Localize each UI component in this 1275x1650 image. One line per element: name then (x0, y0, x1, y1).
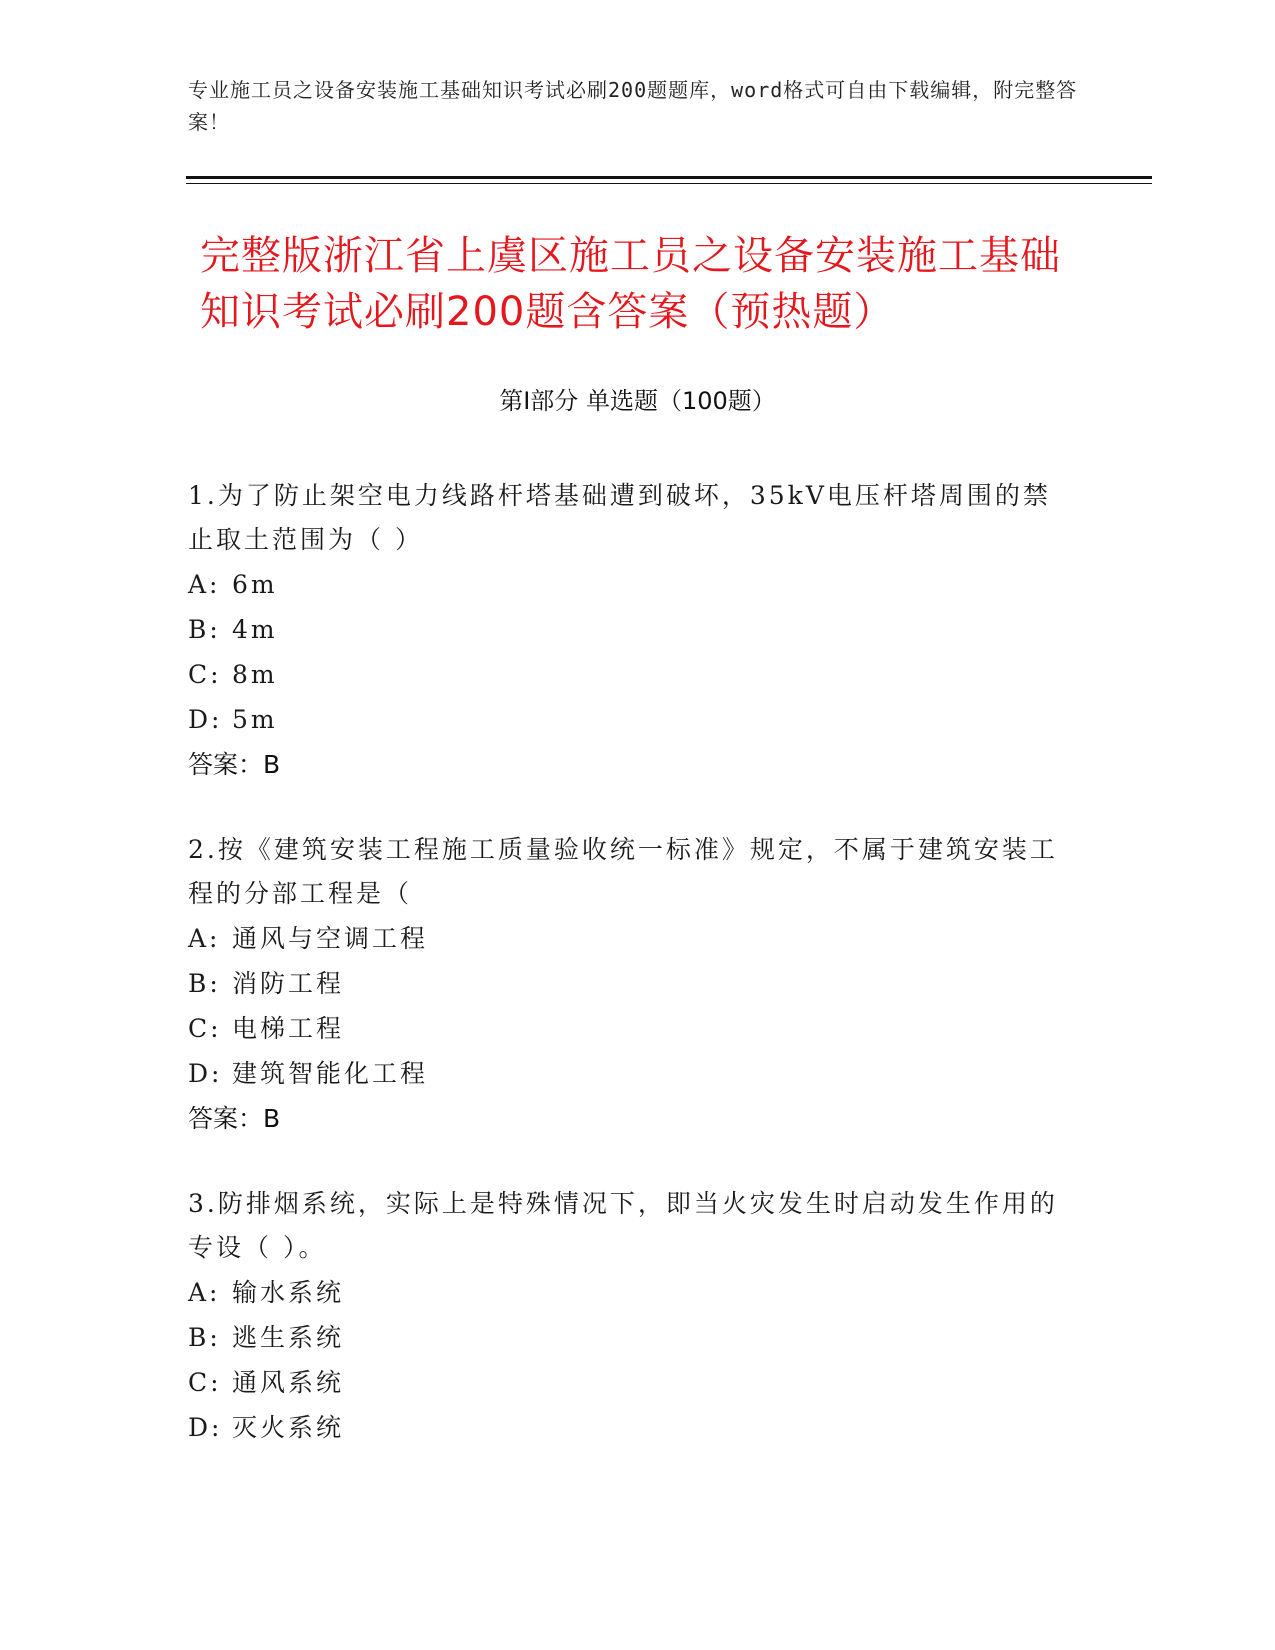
question-list (188, 474, 1068, 1490)
option-text: 电梯工程 (232, 1014, 345, 1043)
option-text: 通风系统 (232, 1368, 345, 1397)
option-b (188, 961, 1068, 1006)
option-key: A: (188, 1278, 221, 1307)
option-text: 输水系统 (232, 1278, 345, 1307)
option-a (188, 562, 1068, 607)
option-text: 逃生系统 (232, 1323, 345, 1352)
option-a (188, 1270, 1068, 1315)
option-text: 消防工程 (232, 969, 345, 998)
option-key: D: (188, 705, 223, 734)
option-text: 5m (232, 705, 278, 734)
question-2 (188, 828, 1068, 1142)
option-d (188, 697, 1068, 742)
header-divider-thick (186, 176, 1152, 179)
question-stem: 1.为了防止架空电力线路杆塔基础遭到破坏，35kV电压杆塔周围的禁止取土范围为（ ） (188, 481, 1051, 554)
option-key: B: (188, 615, 221, 644)
option-d (188, 1051, 1068, 1096)
option-a (188, 916, 1068, 961)
answer-line: 答案：B (188, 1104, 281, 1133)
option-b (188, 1315, 1068, 1360)
question-3 (188, 1182, 1068, 1450)
option-key: D: (188, 1413, 223, 1442)
option-key: A: (188, 924, 221, 953)
option-text: 8m (232, 660, 278, 689)
option-key: B: (188, 969, 221, 998)
option-c (188, 1006, 1068, 1051)
option-key: B: (188, 1323, 221, 1352)
option-c (188, 652, 1068, 697)
answer-line: 答案：B (188, 750, 281, 779)
section-heading: 第I部分 单选题（100题） (499, 387, 776, 415)
option-text: 6m (232, 570, 278, 599)
header-divider-thin (186, 183, 1152, 184)
option-key: C: (188, 1014, 222, 1043)
header-note: 专业施工员之设备安装施工基础知识考试必刷200题题库，word格式可自由下载编辑，附完整答案！ (188, 78, 1078, 134)
question-stem: 3.防排烟系统，实际上是特殊情况下，即当火灾发生时启动发生作用的专设（ ）。 (188, 1189, 1058, 1262)
option-d (188, 1405, 1068, 1450)
option-key: A: (188, 570, 221, 599)
option-text: 通风与空调工程 (232, 924, 429, 953)
option-key: D: (188, 1059, 223, 1088)
option-key: C: (188, 660, 222, 689)
question-stem: 2.按《建筑安装工程施工质量验收统一标准》规定，不属于建筑安装工程的分部工程是（ (188, 835, 1058, 908)
question-1 (188, 474, 1068, 788)
option-b (188, 607, 1068, 652)
document-title: 完整版浙江省上虞区施工员之设备安装施工基础知识考试必刷200题含答案（预热题） (200, 233, 1061, 335)
option-text: 4m (232, 615, 278, 644)
option-text: 灭火系统 (232, 1413, 345, 1442)
option-c (188, 1360, 1068, 1405)
option-key: C: (188, 1368, 222, 1397)
option-text: 建筑智能化工程 (232, 1059, 429, 1088)
